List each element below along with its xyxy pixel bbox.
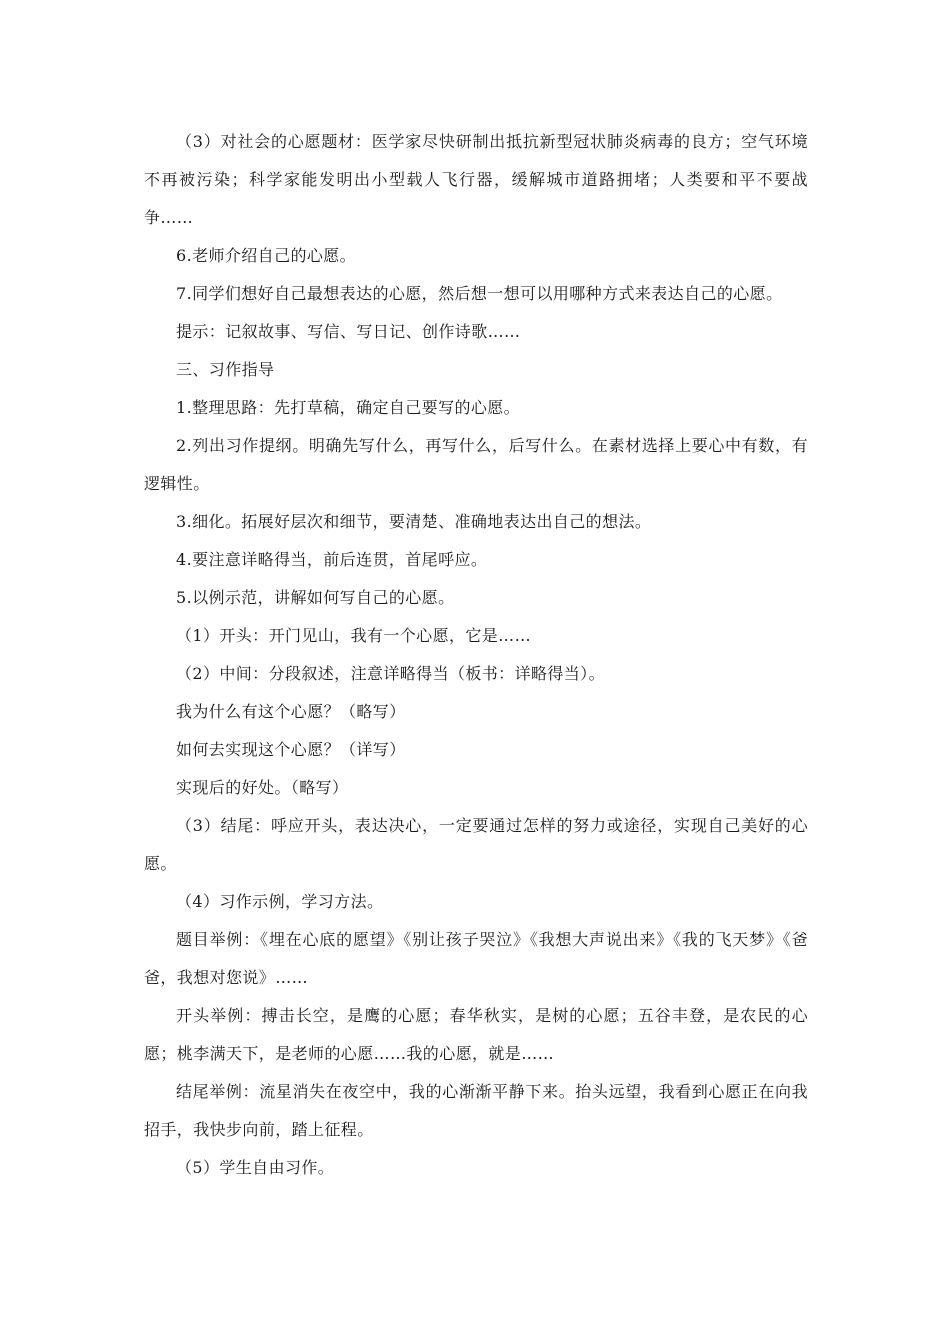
paragraph-teacher-wish: 6.老师介绍自己的心愿。 [176, 246, 357, 265]
paragraph-opening: （1）开头：开门见山，我有一个心愿，它是…… [176, 626, 531, 645]
paragraph-step-1: 1.整理思路：先打草稿，确定自己要写的心愿。 [176, 398, 521, 417]
paragraph-students-think: 7.同学们想好自己最想表达的心愿，然后想一想可以用哪种方式来表达自己的心愿。 [176, 284, 783, 303]
paragraph-step-3: 3.细化。拓展好层次和细节，要清楚、准确地表达出自己的想法。 [176, 512, 652, 531]
paragraph-hint: 提示：记叙故事、写信、写日记、创作诗歌…… [176, 322, 521, 341]
paragraph-benefits: 实现后的好处。（略写） [176, 778, 349, 797]
paragraph-free-writing: （5）学生自由习作。 [176, 1158, 335, 1177]
paragraph-title-examples: 题目举例：《埋在心底的愿望》《别让孩子哭泣》《我想大声说出来》《我的飞天梦》《爸爸，我想对您说》…… [144, 930, 808, 987]
paragraph-opening-examples: 开头举例：搏击长空，是鹰的心愿；春华秋实，是树的心愿；五谷丰登，是农民的心愿；桃李满天下，是老师的心愿……我的心愿，就是…… [144, 1006, 808, 1063]
paragraph-how-realize: 如何去实现这个心愿？（详写） [176, 740, 406, 759]
paragraph-ending-examples: 结尾举例：流星消失在夜空中，我的心渐渐平静下来。抬头远望，我看到心愿正在向我招手，我快步向前，踏上征程。 [144, 1082, 808, 1139]
paragraph-examples: （4）习作示例，学习方法。 [176, 892, 384, 911]
section-heading-guidance: 三、习作指导 [176, 360, 275, 379]
paragraph-middle: （2）中间：分段叙述，注意详略得当（板书：详略得当）。 [176, 664, 605, 683]
paragraph-step-4: 4.要注意详略得当，前后连贯，首尾呼应。 [176, 550, 488, 569]
paragraph-why-wish: 我为什么有这个心愿？（略写） [176, 702, 406, 721]
paragraph-social-wishes: （3）对社会的心愿题材：医学家尽快研制出抵抗新型冠状肺炎病毒的良方；空气环境不再被污染；科学家能发明出小型载人飞行器，缓解城市道路拥堵；人类要和平不要战争…… [144, 132, 808, 227]
paragraph-step-2: 2.列出习作提纲。明确先写什么，再写什么，后写什么。在素材选择上要心中有数，有逻辑性。 [144, 436, 808, 493]
paragraph-step-5: 5.以例示范，讲解如何写自己的心愿。 [176, 588, 455, 607]
paragraph-ending: （3）结尾：呼应开头，表达决心，一定要通过怎样的努力或途径，实现自己美好的心愿。 [144, 816, 808, 873]
